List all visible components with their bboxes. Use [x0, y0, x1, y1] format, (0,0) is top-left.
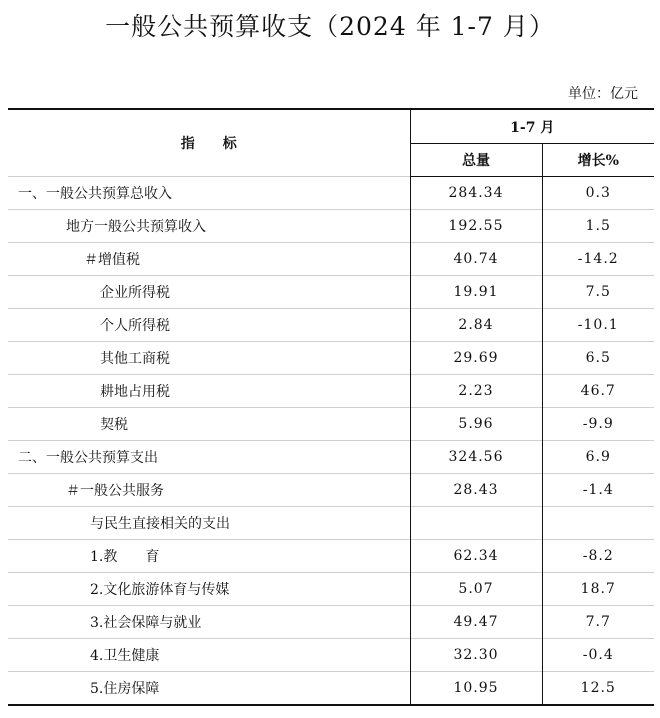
row-growth: 46.7	[542, 375, 654, 408]
row-total: 324.56	[410, 441, 542, 474]
row-growth: 7.7	[542, 606, 654, 639]
table-row	[8, 375, 654, 408]
indicator-header: 指 标	[180, 136, 237, 152]
row-total: 62.34	[410, 540, 542, 573]
row-indicator: 契税	[8, 408, 410, 441]
total-header: 总量	[410, 144, 542, 177]
row-total: 19.91	[410, 276, 542, 309]
row-indicator: 耕地占用税	[8, 375, 410, 408]
table-row	[8, 474, 654, 507]
row-indicator: ＃增值税	[8, 243, 410, 276]
table-row	[8, 342, 654, 375]
row-total: 5.07	[410, 573, 542, 606]
row-growth: -9.9	[542, 408, 654, 441]
row-growth: -8.2	[542, 540, 654, 573]
row-indicator: 3.社会保障与就业	[8, 606, 410, 639]
unit-label: 单位：亿元	[568, 86, 638, 102]
row-indicator: 2.文化旅游体育与传媒	[8, 573, 410, 606]
table-header	[8, 109, 654, 177]
table-row	[8, 408, 654, 441]
row-growth: 0.3	[542, 177, 654, 210]
row-total: 29.69	[410, 342, 542, 375]
row-total: 2.23	[410, 375, 542, 408]
table-row	[8, 606, 654, 639]
row-total: 32.30	[410, 639, 542, 672]
table-row	[8, 177, 654, 210]
row-growth: -10.1	[542, 309, 654, 342]
row-total: 40.74	[410, 243, 542, 276]
row-total: 2.84	[410, 309, 542, 342]
row-total: 192.55	[410, 210, 542, 243]
budget-table	[8, 108, 654, 706]
row-growth	[542, 507, 654, 540]
period-header: 1-7 月	[410, 109, 654, 144]
row-total: 284.34	[410, 177, 542, 210]
row-growth: 7.5	[542, 276, 654, 309]
row-indicator: 5.住房保障	[8, 672, 410, 706]
row-indicator: 其他工商税	[8, 342, 410, 375]
table-row	[8, 276, 654, 309]
row-growth: 6.9	[542, 441, 654, 474]
row-indicator: 企业所得税	[8, 276, 410, 309]
row-indicator: 个人所得税	[8, 309, 410, 342]
row-growth: -0.4	[542, 639, 654, 672]
row-total: 10.95	[410, 672, 542, 706]
row-growth: 12.5	[542, 672, 654, 706]
table-row	[8, 309, 654, 342]
table-row	[8, 540, 654, 573]
table-row	[8, 441, 654, 474]
table-row	[8, 672, 654, 706]
table-body	[8, 177, 654, 706]
row-growth: -14.2	[542, 243, 654, 276]
table-row	[8, 507, 654, 540]
row-total: 49.47	[410, 606, 542, 639]
growth-header: 增长%	[542, 144, 654, 177]
row-total: 5.96	[410, 408, 542, 441]
table-row	[8, 639, 654, 672]
page-title: 一般公共预算收支（2024 年 1-7 月）	[105, 12, 555, 41]
row-indicator: 二、一般公共预算支出	[8, 441, 410, 474]
table-row	[8, 243, 654, 276]
row-indicator: 一、一般公共预算总收入	[8, 177, 410, 210]
row-indicator: 地方一般公共预算收入	[8, 210, 410, 243]
row-growth: -1.4	[542, 474, 654, 507]
row-indicator: ＃一般公共服务	[8, 474, 410, 507]
row-total: 28.43	[410, 474, 542, 507]
row-growth: 6.5	[542, 342, 654, 375]
row-indicator: 与民生直接相关的支出	[8, 507, 410, 540]
row-growth: 1.5	[542, 210, 654, 243]
row-indicator: 1.教 育	[8, 540, 410, 573]
table-row	[8, 573, 654, 606]
row-growth: 18.7	[542, 573, 654, 606]
table-row	[8, 210, 654, 243]
row-indicator: 4.卫生健康	[8, 639, 410, 672]
row-total	[410, 507, 542, 540]
